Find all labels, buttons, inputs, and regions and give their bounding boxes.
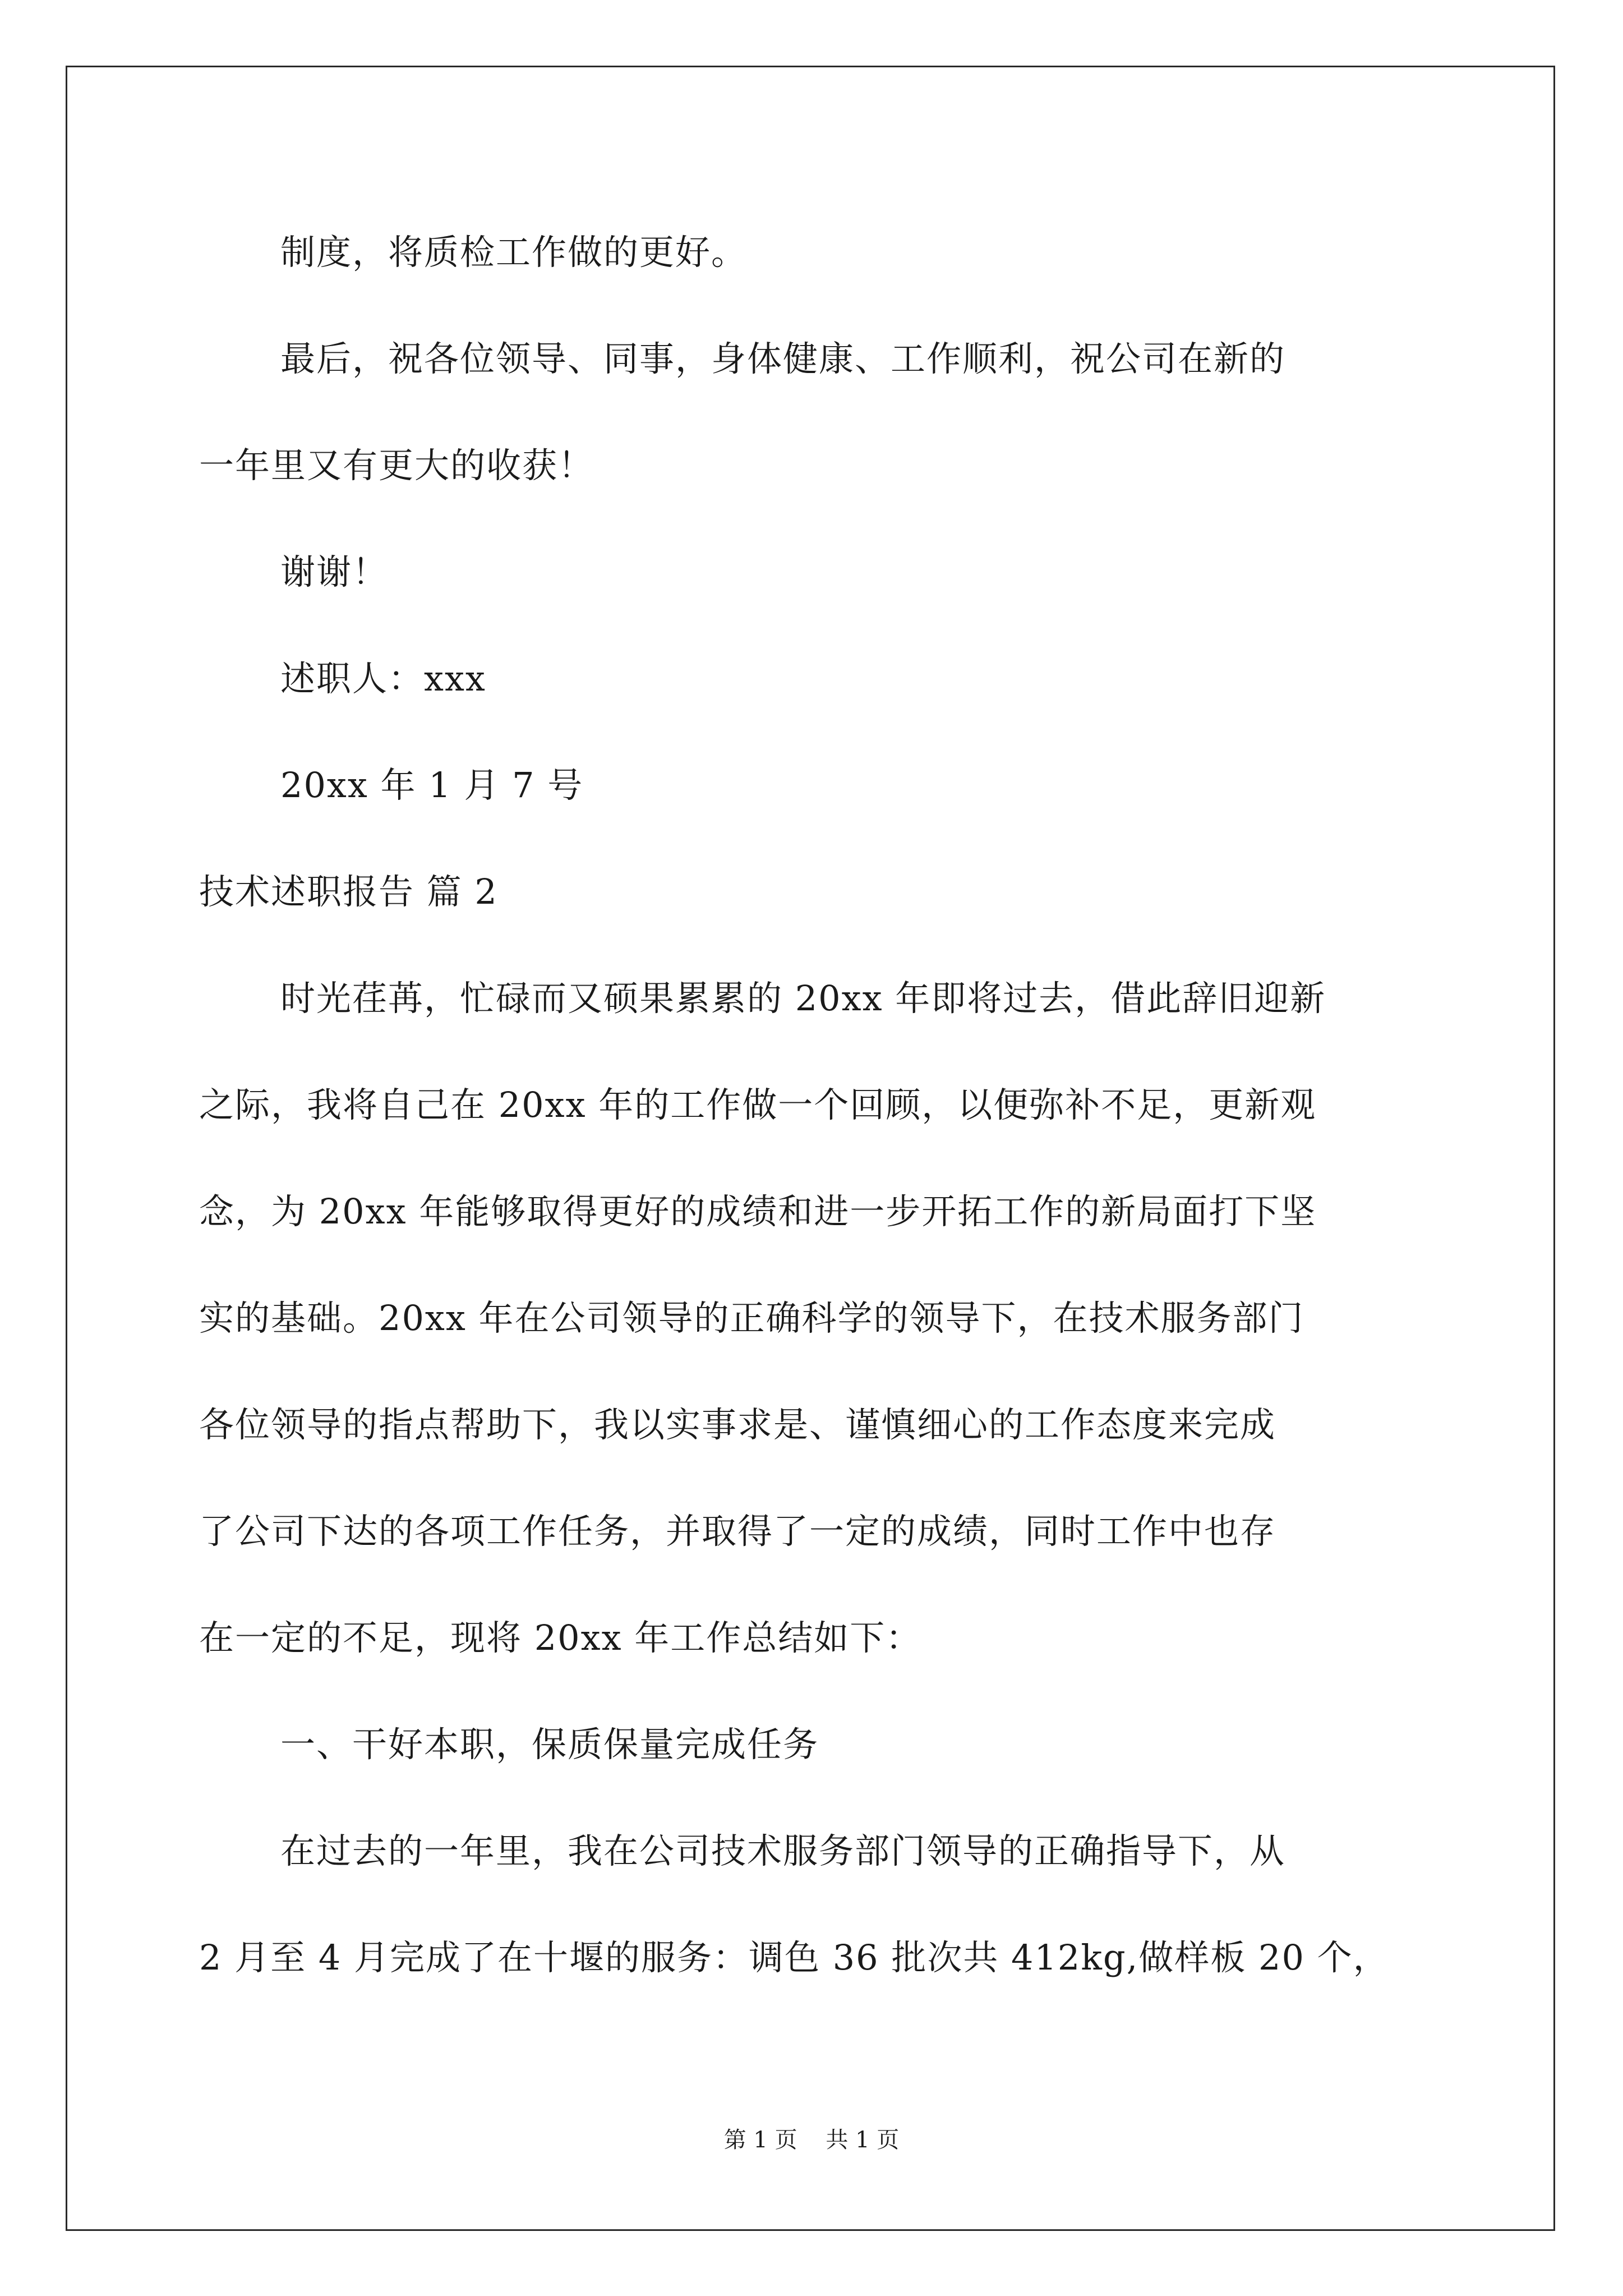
paragraph-line: 一年里又有更大的收获！ — [199, 445, 594, 486]
paragraph-line: 2 月至 4 月完成了在十堰的服务：调色 36 批次共 412kg,做样板 20 个， — [199, 1937, 1389, 1978]
paragraph-line: 各位领导的指点帮助下，我以实事求是、谨慎细心的工作态度来完成 — [199, 1404, 1276, 1445]
paragraph-line: 在过去的一年里，我在公司技术服务部门领导的正确指导下，从 — [280, 1830, 1286, 1871]
subsection-heading: 一、干好本职，保质保量完成任务 — [280, 1724, 819, 1765]
paragraph-line: 念，为 20xx 年能够取得更好的成绩和进一步开拓工作的新局面打下坚 — [199, 1191, 1317, 1232]
signature-line: 述职人：xxx — [280, 658, 486, 699]
page-border — [66, 66, 1555, 2231]
paragraph-line: 谢谢！ — [280, 551, 389, 592]
paragraph-line: 最后，祝各位领导、同事，身体健康、工作顺利，祝公司在新的 — [280, 338, 1286, 379]
paragraph-line: 时光荏苒，忙碌而又硕果累累的 20xx 年即将过去，借此辞旧迎新 — [280, 978, 1326, 1019]
paragraph-line: 实的基础。20xx 年在公司领导的正确科学的领导下，在技术服务部门 — [199, 1297, 1304, 1338]
paragraph-line: 制度，将质检工作做的更好。 — [280, 232, 748, 273]
paragraph-line: 在一定的不足，现将 20xx 年工作总结如下： — [199, 1617, 922, 1658]
paragraph-line: 之际，我将自己在 20xx 年的工作做一个回顾，以便弥补不足，更新观 — [199, 1084, 1317, 1125]
page-footer: 第 1 页 共 1 页 — [723, 2127, 900, 2153]
paragraph-line: 了公司下达的各项工作任务，并取得了一定的成绩，同时工作中也存 — [199, 1511, 1276, 1552]
date-line: 20xx 年 1 月 7 号 — [280, 765, 584, 806]
section-heading: 技术述职报告 篇 2 — [199, 871, 498, 912]
